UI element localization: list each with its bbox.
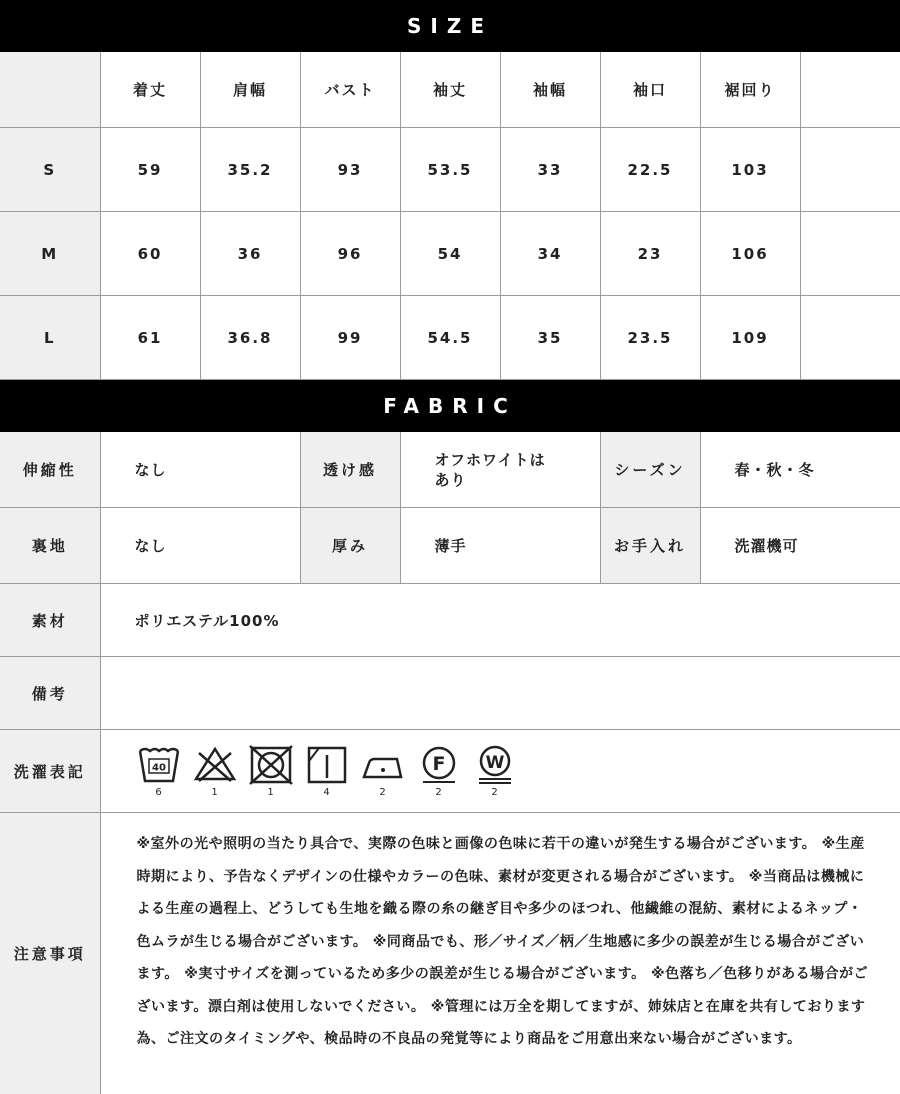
size-row-m [0, 212, 900, 296]
empty-cell [800, 128, 900, 212]
no-tumble-dry-icon [247, 745, 295, 798]
header-cell: 袖口 [600, 52, 700, 128]
header-cell: 裾回り [700, 52, 800, 128]
size-value: 33 [500, 128, 600, 212]
size-row-l [0, 296, 900, 380]
size-value: 22.5 [600, 128, 700, 212]
size-value: 54 [400, 212, 500, 296]
washtub-temp: 40 [152, 762, 166, 773]
washtub-40-icon [135, 745, 183, 798]
header-cell: 肩幅 [200, 52, 300, 128]
wash-icon-number: 2 [379, 787, 385, 798]
fabric-row-1 [0, 432, 900, 508]
sheer-label: 透け感 [300, 432, 400, 508]
size-value: 36 [200, 212, 300, 296]
size-section-title: SIZE [0, 0, 900, 52]
notes-row [0, 813, 900, 1094]
lining-value: なし [100, 508, 300, 584]
season-value: 春・秋・冬 [700, 432, 900, 508]
iron-low-icon [359, 745, 407, 798]
dryclean-letter: F [432, 753, 445, 775]
notes-label: 注意事項 [0, 813, 100, 1094]
header-cell: 着丈 [100, 52, 200, 128]
material-value: ポリエステル100% [100, 584, 900, 657]
size-value: 61 [100, 296, 200, 380]
fabric-section-title: FABRIC [0, 380, 900, 432]
size-value: 103 [700, 128, 800, 212]
wash-icons-cell [100, 730, 900, 813]
thickness-value: 薄手 [400, 508, 600, 584]
size-value: 53.5 [400, 128, 500, 212]
notes-text: ※室外の光や照明の当たり具合で、実際の色味と画像の色味に若干の違いが発生する場合がございます。 ※生産時期により、予告なくデザインの仕様やカラーの色味、素材が変更される場合がございます。 ※当商品は機械による生産の過程上、どうしても生地を織る際の糸の継ぎ目や多少のほつれ、他繊維の混紡、素材によるネップ・色ムラが生じる場合がございます。 ※同商品でも、形／サイズ／柄／生地感に多少の誤差が生じる場合がございます。 ※実寸サイズを測っているため多少の誤差が生じる場合がございます。 ※色落ち／色移りがある場合がございます。漂白剤は使用しないでください。 ※管理には万全を期してますが、姉妹店と在庫を共有しております為、ご注文のタイミングや、検品時の不良品の発覚等により商品をご用意出来ない場合がございます。 [100, 813, 900, 1094]
size-label: S [0, 128, 100, 212]
care-value: 洗濯機可 [700, 508, 900, 584]
wash-icon-number: 1 [267, 787, 273, 798]
size-value: 54.5 [400, 296, 500, 380]
size-value: 96 [300, 212, 400, 296]
lining-label: 裏地 [0, 508, 100, 584]
size-table [0, 52, 900, 380]
size-value: 106 [700, 212, 800, 296]
wetclean-letter: W [485, 753, 504, 773]
wash-row [0, 730, 900, 813]
size-value: 34 [500, 212, 600, 296]
empty-cell [800, 52, 900, 128]
wash-label: 洗濯表記 [0, 730, 100, 813]
remarks-label: 備考 [0, 657, 100, 730]
size-value: 35.2 [200, 128, 300, 212]
wash-icons [101, 745, 900, 798]
wash-icon-number: 2 [491, 787, 497, 798]
season-label: シーズン [600, 432, 700, 508]
size-value: 23 [600, 212, 700, 296]
size-value: 59 [100, 128, 200, 212]
wetclean-w-icon [471, 745, 519, 798]
empty-cell [800, 296, 900, 380]
stretch-label: 伸縮性 [0, 432, 100, 508]
size-value: 36.8 [200, 296, 300, 380]
wash-icon-number: 4 [323, 787, 329, 798]
size-value: 35 [500, 296, 600, 380]
material-row [0, 584, 900, 657]
remarks-row [0, 657, 900, 730]
size-value: 23.5 [600, 296, 700, 380]
stretch-value: なし [100, 432, 300, 508]
empty-cell [800, 212, 900, 296]
corner-cell [0, 52, 100, 128]
size-value: 93 [300, 128, 400, 212]
line-dry-icon [303, 745, 351, 798]
header-cell: バスト [300, 52, 400, 128]
remarks-value [100, 657, 900, 730]
size-header-row [0, 52, 900, 128]
wash-icon-number: 1 [211, 787, 217, 798]
size-value: 60 [100, 212, 200, 296]
fabric-row-2 [0, 508, 900, 584]
fabric-table [0, 432, 900, 1094]
size-value: 99 [300, 296, 400, 380]
no-bleach-icon [191, 745, 239, 798]
header-cell: 袖幅 [500, 52, 600, 128]
header-cell: 袖丈 [400, 52, 500, 128]
material-label: 素材 [0, 584, 100, 657]
sheer-value: オフホワイトは あり [400, 432, 600, 508]
wash-icon-number: 6 [155, 787, 161, 798]
wash-icon-number: 2 [435, 787, 441, 798]
size-label: M [0, 212, 100, 296]
thickness-label: 厚み [300, 508, 400, 584]
size-label: L [0, 296, 100, 380]
dryclean-f-icon [415, 745, 463, 798]
care-label: お手入れ [600, 508, 700, 584]
size-value: 109 [700, 296, 800, 380]
size-row-s [0, 128, 900, 212]
